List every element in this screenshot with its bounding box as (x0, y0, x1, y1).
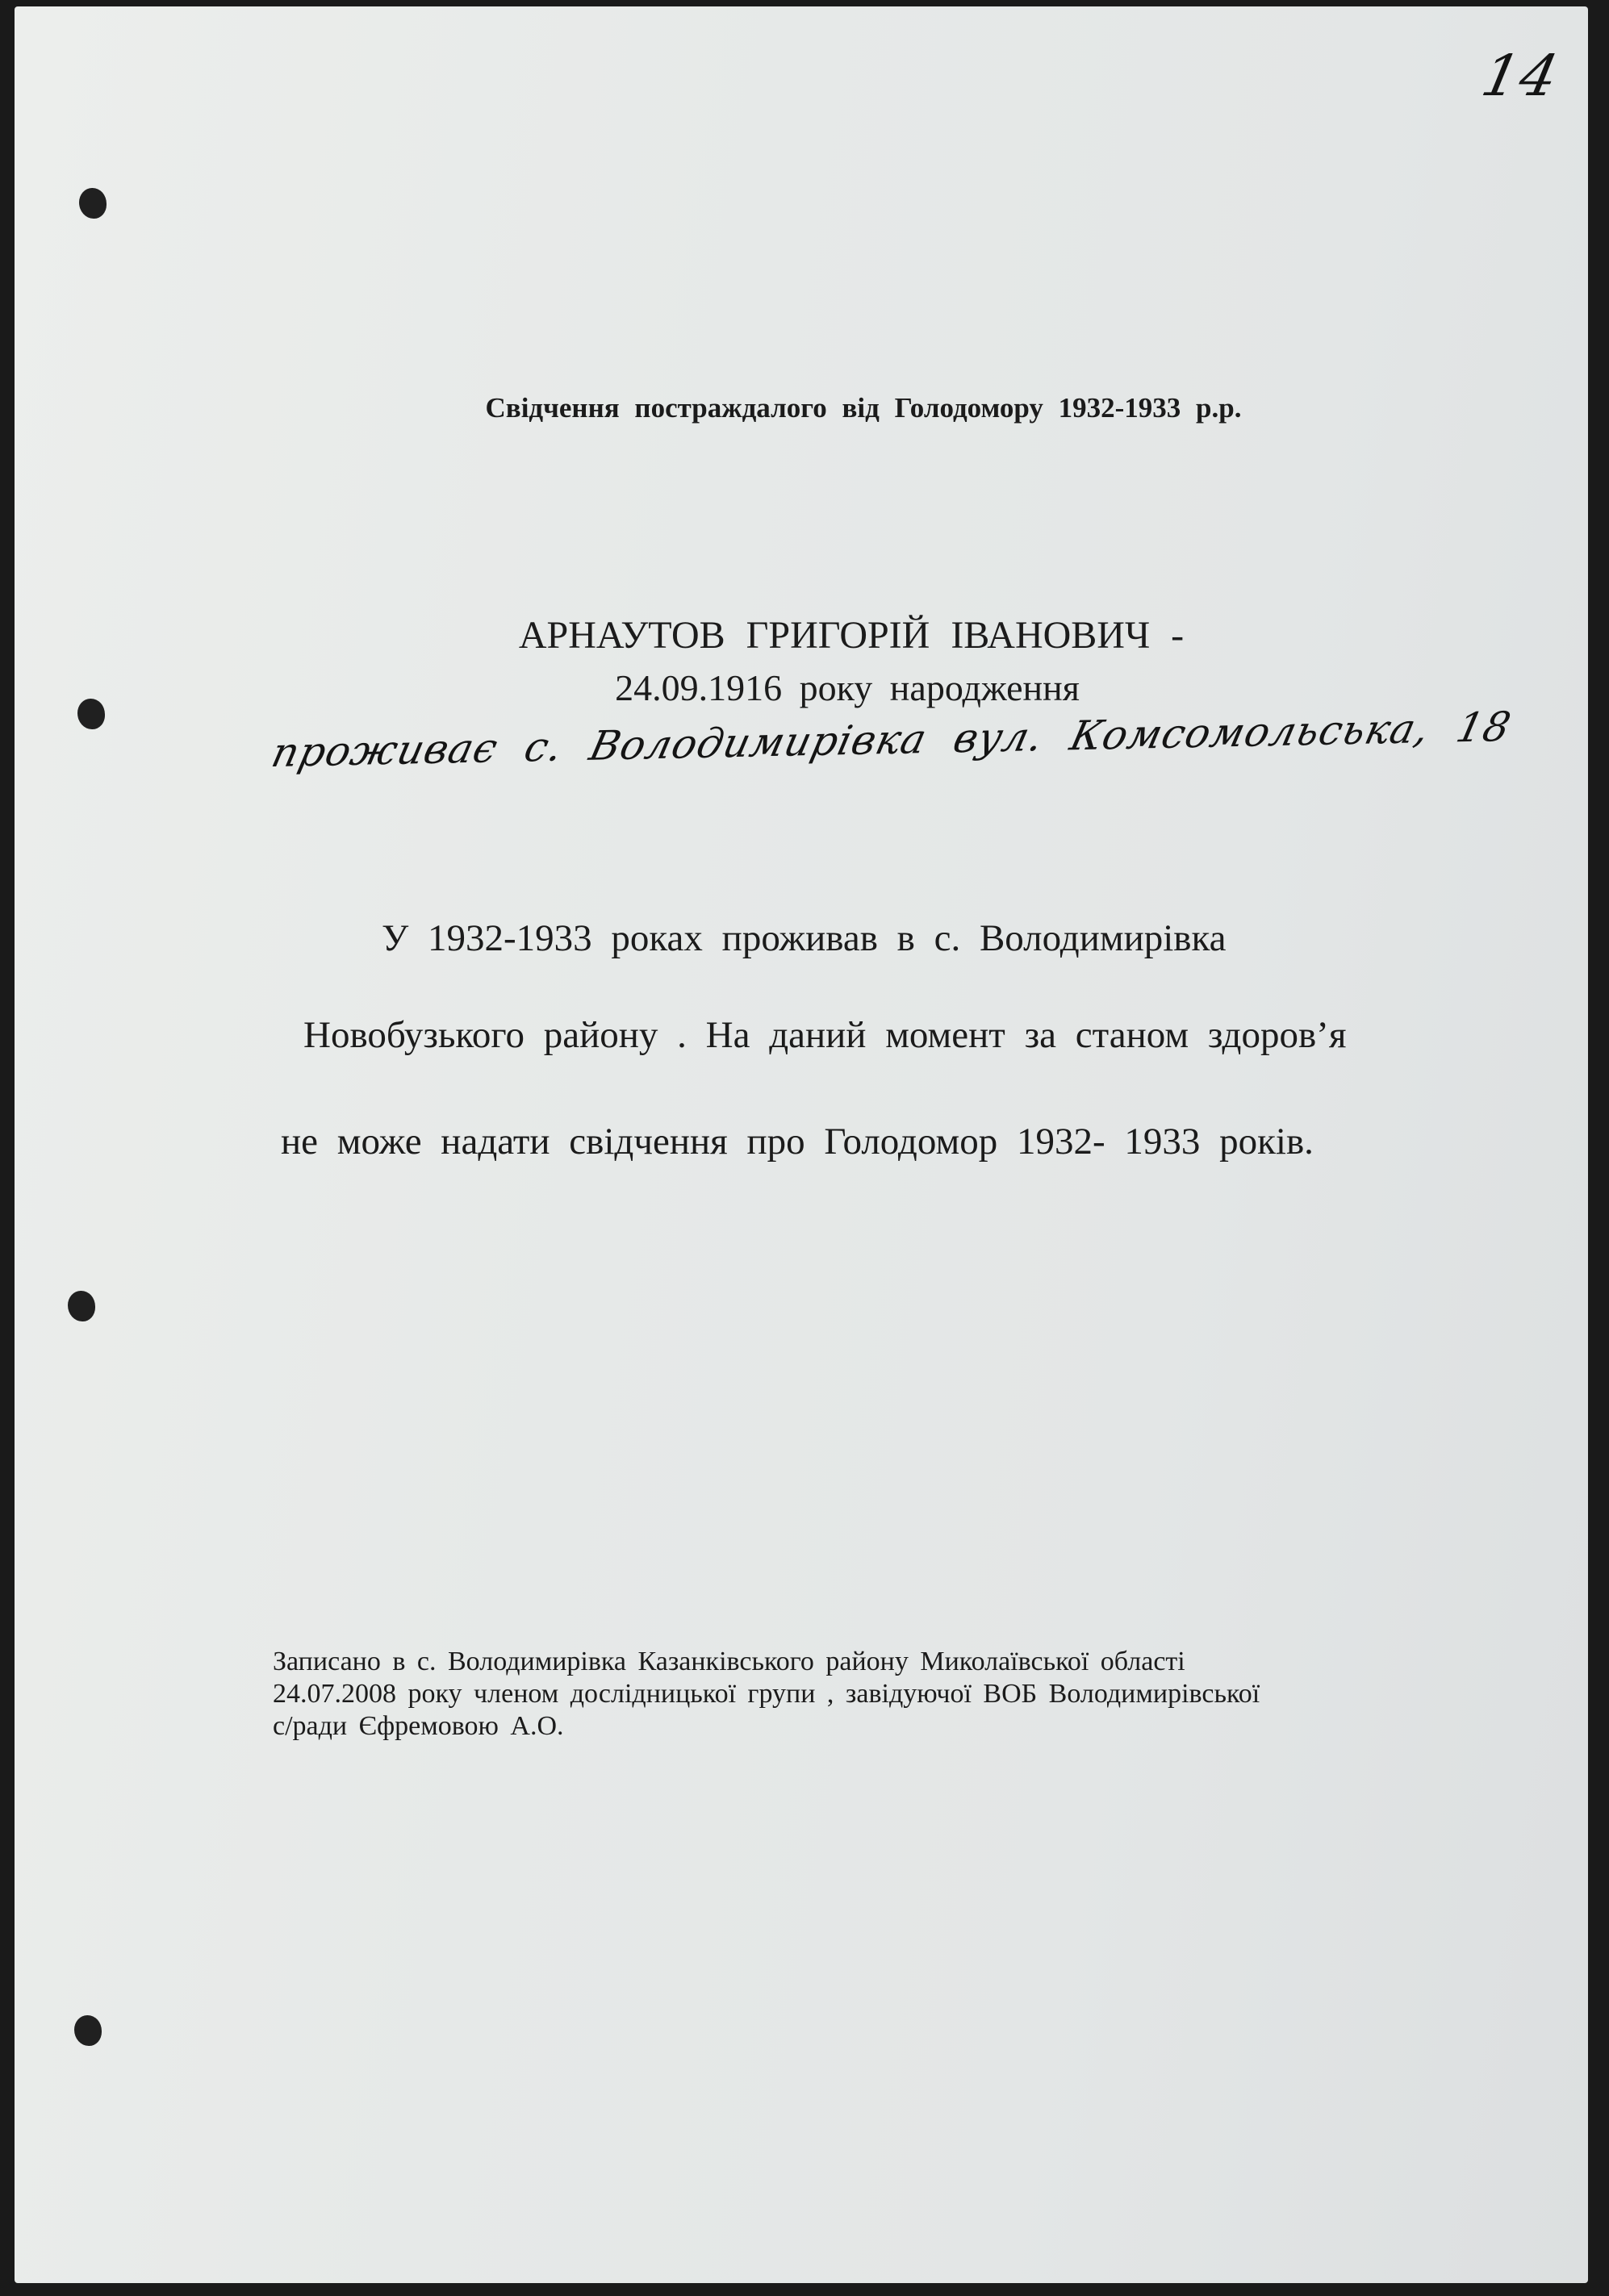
paper-sheet (15, 6, 1588, 2283)
testimony-line: не може надати свідчення про Голодомор 1932- 1933 років. (281, 1121, 1314, 1163)
testimony-line: Новобузького району . На даний момент за станом здоров’я (303, 1014, 1347, 1056)
birth-date-line: 24.09.1916 року народження (615, 667, 1080, 708)
record-note-line: с/ради Єфремовою А.О. (273, 1711, 564, 1741)
record-note-line: Записано в с. Володимирівка Казанківського району Миколаївської області (273, 1647, 1185, 1676)
handwritten-page-number: 14 (1476, 43, 1565, 109)
punch-hole-bottom (74, 2015, 102, 2046)
handwritten-address: проживає с. Володимирівка вул. Комсомольська, 18 (267, 703, 1516, 777)
record-note-line: 24.07.2008 року членом дослідницької групи , завідуючої ВОБ Володимирівської (273, 1679, 1260, 1709)
punch-hole-top (79, 188, 107, 219)
testimony-line: У 1932-1933 роках проживав в с. Володимирівка (382, 917, 1227, 959)
punch-hole-lower-middle (68, 1291, 95, 1321)
document-heading: Свідчення постраждалого від Голодомору 1932-1933 р.р. (485, 392, 1242, 424)
person-name: АРНАУТОВ ГРИГОРІЙ ІВАНОВИЧ - (518, 614, 1185, 657)
